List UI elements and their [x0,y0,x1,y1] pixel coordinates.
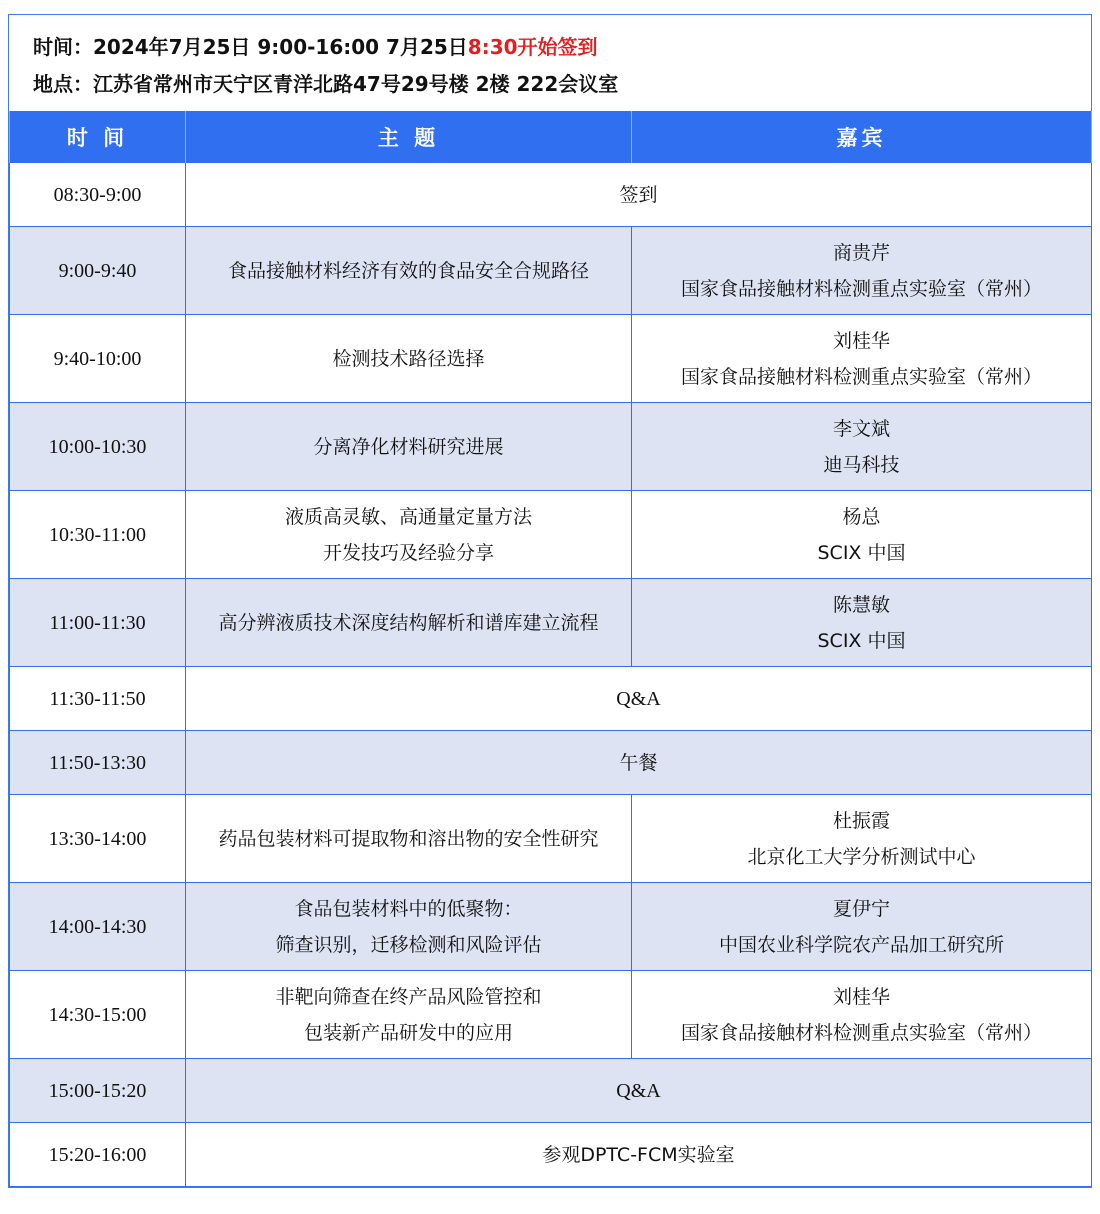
table-row [10,795,1092,883]
row-topic: 午餐 [186,731,1092,795]
row-topic: 签到 [186,163,1092,227]
guest-name: 夏伊宁 [832,897,890,920]
guest-name: 陈慧敏 [832,593,890,616]
row-topic: 检测技术路径选择 [186,315,632,403]
guest-name: 商贵芹 [832,241,890,264]
table-row [10,971,1092,1059]
place-line [33,66,1091,103]
guest-org: 北京化工大学分析测试中心 [747,845,976,868]
row-time: 9:40-10:00 [10,315,186,403]
guest-org: SCIX 中国 [817,629,906,652]
header-time: 时 间 [10,111,186,163]
row-time: 14:00-14:30 [10,883,186,971]
time-value: 2024年7月25日 9:00-16:00 7月25日 [93,35,468,59]
row-guest [632,795,1092,883]
guest-name: 杜振霞 [832,809,890,832]
table-header-row [10,111,1092,163]
row-topic: 食品接触材料经济有效的食品安全合规路径 [186,227,632,315]
row-time: 15:20-16:00 [10,1123,186,1187]
time-line [33,29,1091,66]
row-topic: 药品包装材料可提取物和溶出物的安全性研究 [186,795,632,883]
table-row [10,227,1092,315]
place-value: 江苏省常州市天宁区青洋北路47号29号楼 2楼 222会议室 [93,72,619,96]
table-row [10,163,1092,227]
row-time: 15:00-15:20 [10,1059,186,1123]
checkin-notice: 8:30开始签到 [467,35,598,59]
guest-name: 杨总 [842,505,881,528]
guest-org: 国家食品接触材料检测重点实验室（常州） [680,1021,1042,1044]
table-row [10,1059,1092,1123]
row-time: 10:30-11:00 [10,491,186,579]
topic-line-1: 液质高灵敏、高通量定量方法 [284,505,532,528]
header-guest: 嘉宾 [632,111,1092,163]
guest-org: SCIX 中国 [817,541,906,564]
table-row [10,315,1092,403]
row-time: 14:30-15:00 [10,971,186,1059]
agenda-table [9,111,1092,1187]
row-guest [632,971,1092,1059]
event-info [9,15,1091,111]
agenda-frame [8,14,1092,1188]
row-guest [632,315,1092,403]
table-row [10,579,1092,667]
row-time: 10:00-10:30 [10,403,186,491]
row-topic: Q&A [186,667,1092,731]
topic-line-1: 食品包装材料中的低聚物： [294,897,523,920]
table-row [10,491,1092,579]
place-label: 地点： [33,72,93,96]
time-label: 时间： [33,35,93,59]
row-time: 11:30-11:50 [10,667,186,731]
row-guest [632,227,1092,315]
guest-org: 迪马科技 [823,453,900,476]
row-guest [632,403,1092,491]
row-topic: 高分辨液质技术深度结构解析和谱库建立流程 [186,579,632,667]
row-time: 11:50-13:30 [10,731,186,795]
row-guest [632,579,1092,667]
row-time: 08:30-9:00 [10,163,186,227]
guest-name: 刘桂华 [832,985,890,1008]
guest-name: 李文斌 [832,417,890,440]
row-time: 11:00-11:30 [10,579,186,667]
row-topic: 参观DPTC-FCM实验室 [186,1123,1092,1187]
row-time: 13:30-14:00 [10,795,186,883]
topic-line-2: 包装新产品研发中的应用 [303,1021,513,1044]
row-topic [186,491,632,579]
table-row [10,883,1092,971]
row-time: 9:00-9:40 [10,227,186,315]
table-row [10,403,1092,491]
guest-org: 中国农业科学院农产品加工研究所 [718,933,1004,956]
table-row [10,1123,1092,1187]
guest-org: 国家食品接触材料检测重点实验室（常州） [680,365,1042,388]
header-topic: 主 题 [186,111,632,163]
topic-line-2: 开发技巧及经验分享 [322,541,494,564]
row-topic [186,971,632,1059]
row-topic: Q&A [186,1059,1092,1123]
table-row [10,667,1092,731]
topic-line-2: 筛查识别，迁移检测和风险评估 [275,933,542,956]
table-row [10,731,1092,795]
row-topic: 分离净化材料研究进展 [186,403,632,491]
row-guest [632,883,1092,971]
topic-line-1: 非靶向筛查在终产品风险管控和 [275,985,542,1008]
row-topic [186,883,632,971]
guest-org: 国家食品接触材料检测重点实验室（常州） [680,277,1042,300]
row-guest [632,491,1092,579]
guest-name: 刘桂华 [832,329,890,352]
